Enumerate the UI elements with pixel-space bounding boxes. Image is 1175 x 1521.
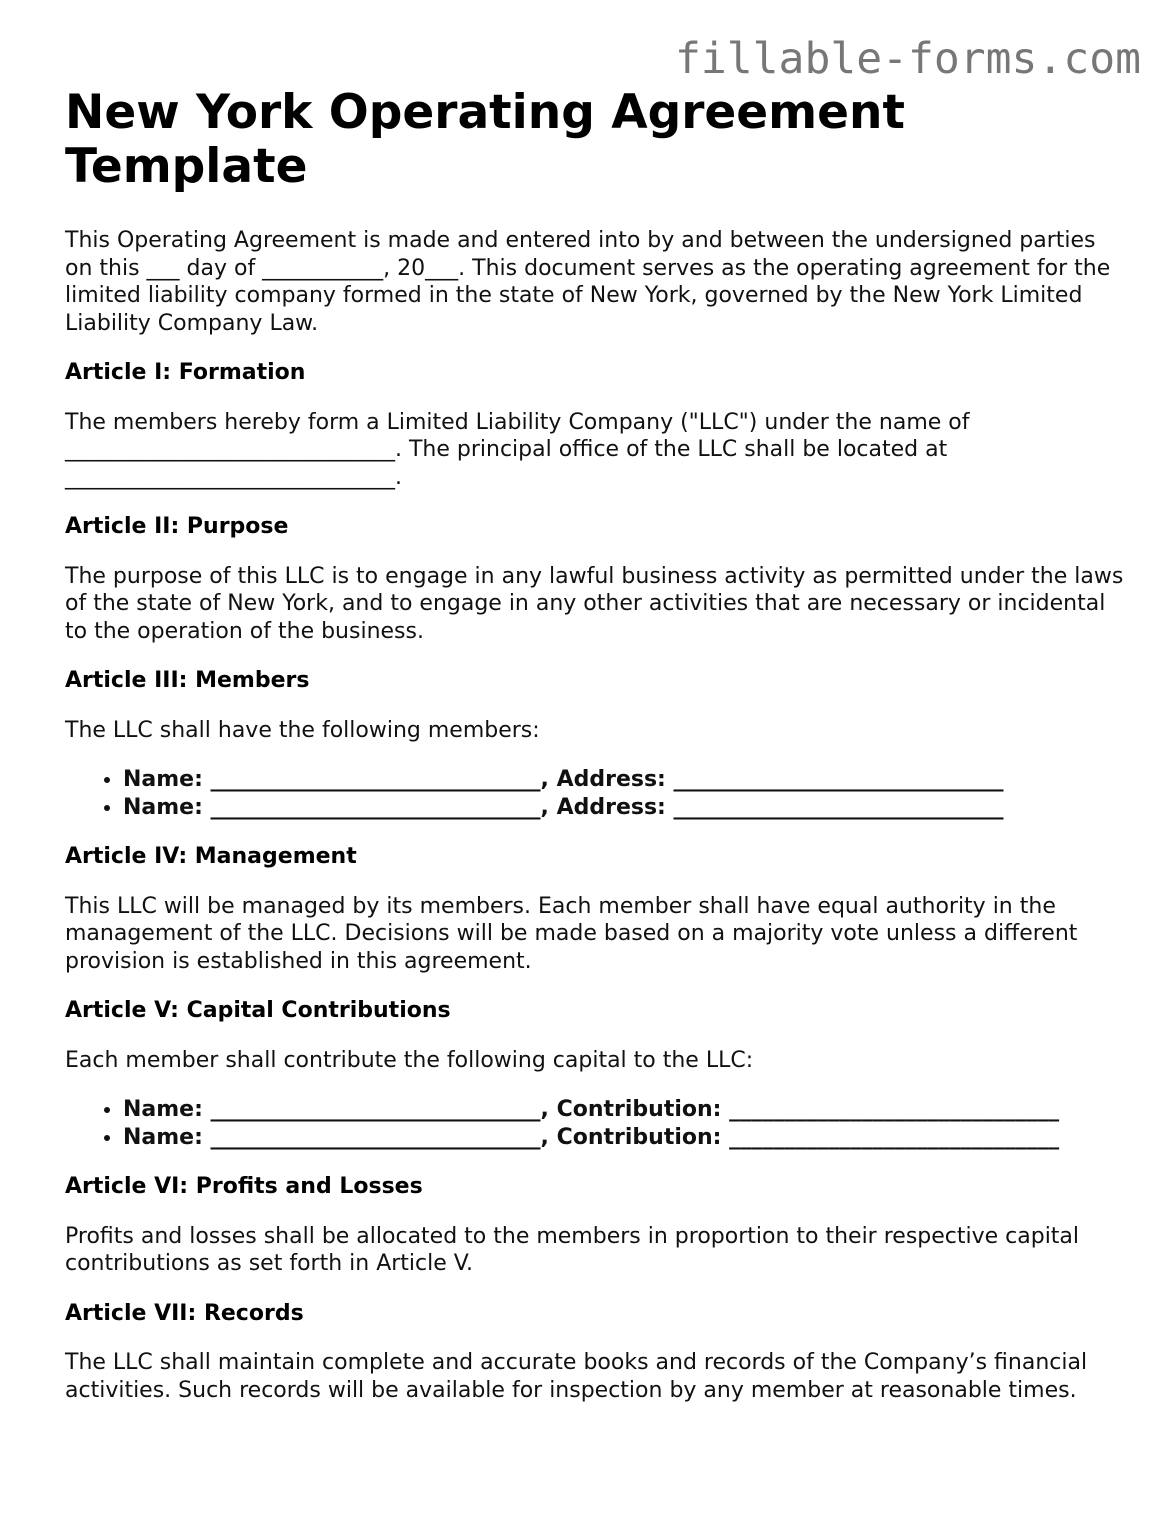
document-page	[65, 86, 1125, 1426]
article-records-text: The LLC shall maintain complete and accurate books and records of the Company’s financial activities. Such records will be available for inspection by any member at reasonable times.	[65, 1350, 1088, 1403]
article-purpose-text: The purpose of this LLC is to engage in any lawful business activity as permitted under the laws of the state of New York, and to engage in any other activities that are necessary or incidental to the operation of the business.	[65, 563, 1124, 644]
article-capital	[65, 997, 1125, 1151]
article-records	[65, 1300, 1125, 1405]
article-heading: Article IV: Management	[65, 844, 357, 869]
watermark: fillable-forms.com	[675, 34, 1141, 84]
formation-line-3: ______________________________.	[65, 464, 402, 490]
formation-line-2: ______________________________. The principal office of the LLC shall be located at	[65, 437, 948, 462]
article-management	[65, 843, 1125, 975]
list-item: • Name: ______________________________, Address: ______________________________	[123, 766, 1125, 794]
formation-line-1: The members hereby form a Limited Liability Company ("LLC") under the name of	[65, 409, 970, 435]
article-heading: Article III: Members	[65, 668, 310, 693]
members-list	[65, 766, 1125, 821]
intro-paragraph: This Operating Agreement is made and entered into by and between the undersigned parties on this ___ day of ___________, 20___. This document serves as the operating agreement for the limited liability company formed in the state of New York, governed by the New York Limited Liability Company Law.	[65, 228, 1111, 336]
article-management-text: This LLC will be managed by its members. Each member shall have equal authority in the management of the LLC. Decisions will be made based on a majority vote unless a different provision is established in this agreement.	[65, 893, 1078, 974]
article-members	[65, 667, 1125, 821]
list-item: • Name: ______________________________, Contribution: ______________________________	[123, 1096, 1125, 1124]
article-heading: Article VI: Profits and Losses	[65, 1174, 423, 1199]
article-members-text: The LLC shall have the following members:	[65, 717, 540, 743]
list-item: • Name: ______________________________, Contribution: ______________________________	[123, 1124, 1125, 1152]
capital-list	[65, 1096, 1125, 1151]
list-item: • Name: ______________________________, Address: ______________________________	[123, 794, 1125, 822]
article-heading: Article VII: Records	[65, 1300, 304, 1326]
article-profits-text: Profits and losses shall be allocated to the members in proportion to their respective capital contributions as set forth in Article V.	[65, 1223, 1080, 1276]
article-heading: Article II: Purpose	[65, 514, 289, 539]
article-purpose	[65, 513, 1125, 645]
article-profits	[65, 1173, 1125, 1278]
article-heading: Article I: Formation	[65, 360, 306, 385]
article-capital-text: Each member shall contribute the following capital to the LLC:	[65, 1047, 754, 1073]
page-title: New York Operating Agreement Template	[65, 85, 905, 194]
article-heading: Article V: Capital Contributions	[65, 998, 451, 1023]
article-formation	[65, 359, 1125, 491]
article-formation-text	[65, 409, 1125, 492]
